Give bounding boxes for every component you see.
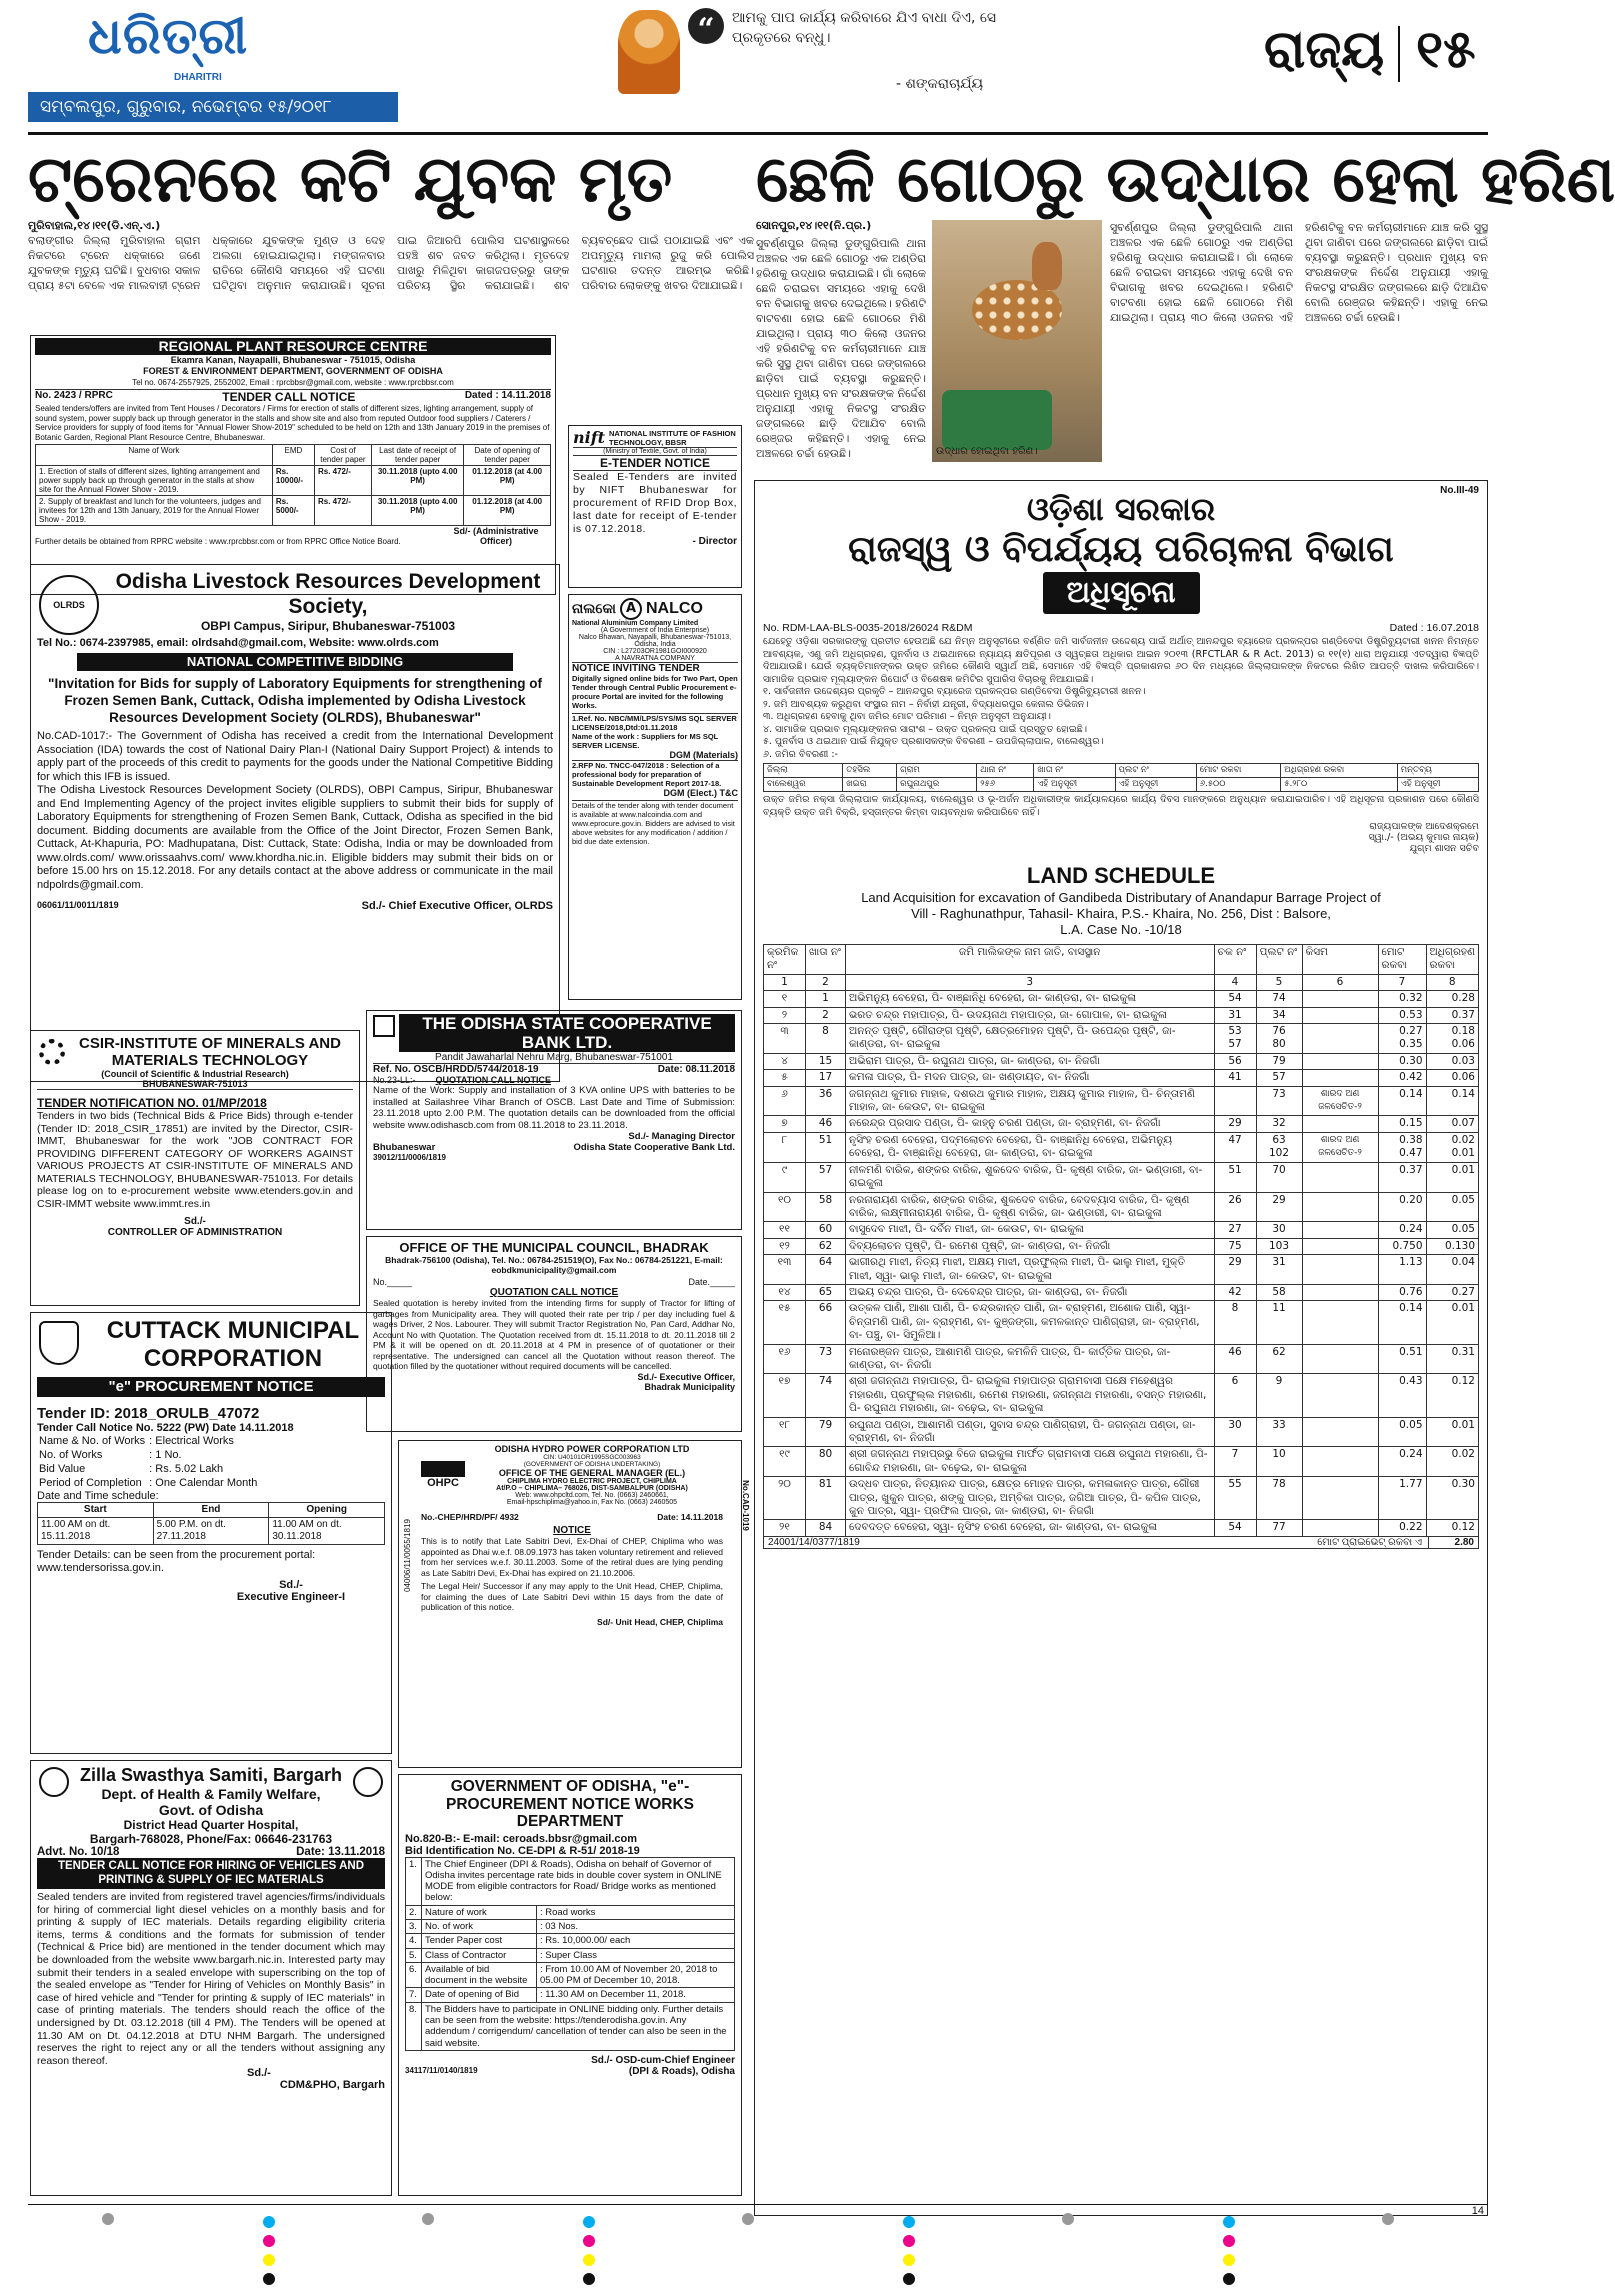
nalco-tender-1: 1.Ref. No. NBC/MM/LPS/SYS/MS SQL SERVER LICENSE/2018,Dtd:01.11.2018 [572,714,737,732]
zss-sign-2: CDM&PHO, Bargarh [279,2079,385,2092]
rprc-date: Dated : 14.11.2018 [464,390,551,401]
olrds-sign: Sd./- Chief Executive Officer, OLRDS [361,900,553,912]
table-row: ୫ 17 କମଳା ପାତ୍ର, ପି- ମଦନ ପାତ୍ର, ଜା- ଖଣ୍ଡାୟତ, ବା- ନିଜଗାଁ 41 57 0.42 0.06 [764,1070,1479,1086]
land-total: 2.80 [1428,1537,1478,1548]
cmc-call: Tender Call Notice No. 5222 (PW) Date 14.11.2018 [37,1422,294,1434]
csir-sub: (Council of Scientific & Industrial Research) [101,1069,289,1079]
oscb-ref: Ref. No. OSCB/HRDD/5744/2018-19 [373,1064,539,1075]
table-row: ୧୭ 74 ଶ୍ରୀ ଜଗନ୍ନାଥ ମହାପାତ୍ର, ପି- ରାଇକୁଳା ମହାପାତ୍ର ଗ୍ରାମବାସୀ ପକ୍ଷେ ମହେଶ୍ୱର ମହାରଣା, ପ୍ରଫୁଲ୍ଲ ମହାରଣା, ରମେଶ ମହାରଣା, ଜଗନ୍ନାଥ ମହାରଣା, ବସନ୍ତ ମହାରଣା, ପି- ରଘୁନାଥ ମହାରଣା, ଜା- ବଢ଼େଇ, ବା- ରାଇକୁଳା 6 9 0.43 0.12 [764,1374,1479,1417]
olrds-para-1: No.CAD-1017:- The Government of Odisha has received a credit from the International Development Association (IDA) towards the cost of National Dairy Plan-I (National Dairy Support Project) & intends to apply part of the proceeds of this credit to payments for the goods under the National Competitive Bidding for which this IFB is issued. [37,730,553,783]
table-row: ୧୬ 73 ମନୋରଞ୍ଜନ ପାତ୍ର, ଆଶାମଣି ପାତ୍ର, କମଳିନି ପାତ୍ର, ପି- କାର୍ତ୍ତିକ ପାତ୍ର, ଜା- କାଣ୍ଡରା, ବା- ନିଜଗାଁ 46 62 0.51 0.31 [764,1344,1479,1374]
bhadrak-body: Sealed quotation is hereby invited from the intending firms for supply of Tractor for lifting of garbages from Municipality area. They will quoted their rate per trip / per day including fuel & wages Driver, 2 Nos. Labourer. They will submit Tractor Registration No, Pan Card, Addhar No, Account No with Quotation. The Quotation received from dt. 15.11.2018 to dt. 20.11.2018 till 2 PM & it will be opened on dt. 20.11.2018 at 4 PM in presence of of quotationer or their representative. The undersigned can cancel all the Quotation without reason thereof. The quotation filled by the quotationer without required documents will be cancelled. [373,1298,735,1371]
quote-author: - ଶଙ୍କରାଚାର୍ଯ୍ୟ [896,76,984,92]
story-body: ବଲାଙ୍ଗୀର ଜିଲ୍ଲା ମୁରିବାହାଲ ଗ୍ରାମ ନିକଟରେ ଟ୍ରେନ ଧକ୍କାରେ ଜଣେ ଯୁବକଙ୍କ ମୃତ୍ୟୁ ଘଟିଛି। ବୁଧବାର ସକାଳ ପ୍ରାୟ ୫ଟା ବେଳେ ଏକ ମାଲବାହୀ ଟ୍ରେନ ଧକ୍କାରେ ଯୁବକଙ୍କ ମୁଣ୍ଡ ଓ ଦେହ ଅଲଗା ହୋଇଯାଇଥିଲା। ମଙ୍ଗଳବାର ରାତିରେ କୌଣସି ସମୟରେ ଏହି ଘଟଣା ଘଟିଥିବା ଅନୁମାନ କରାଯାଉଛି। ସୂଚନା ପାଇ ଜିଆରପି ପୋଲିସ ଘଟଣାସ୍ଥଳରେ ପହଞ୍ଚି ଶବ ଜବତ କରିଥିଲା। ମୃତଦେହ ପାଖରୁ ମିଳିଥିବା କାଗଜପତ୍ରରୁ ତାଙ୍କ ପରିଚୟ ସ୍ଥିର କରାଯାଇଛି। ଶବ ବ୍ୟବଚ୍ଛେଦ ପାଇଁ ପଠାଯାଇଛି ଏବଂ ଏକ ଅପମୃତ୍ୟୁ ମାମଲା ରୁଜୁ କରି ପୋଲିସ ଘଟଣାର ତଦନ୍ତ ଆରମ୍ଭ କରିଛି। ପରିବାର ଲୋକଙ୍କୁ ଖବର ଦିଆଯାଇଛି। [28,233,754,292]
ohpc-title: ODISHA HYDRO POWER CORPORATION LTD [494,1444,690,1454]
nift-logo: nift [573,428,605,447]
revenue-govt-heading: ଓଡ଼ିଶା ସରକାର [1026,490,1216,528]
section-name: ରାଜ୍ୟ [1264,20,1385,80]
land-schedule-title: LAND SCHEDULE [1026,863,1216,888]
table-row: ୧୮ 79 ରଘୁନାଥ ପଣ୍ଡା, ଆଶାମଣି ପଣ୍ଡା, ସୁବାସ ଚନ୍ଦ୍ର ପାଣିଗ୍ରାହୀ, ପି- ଜଗନ୍ନାଥ ପଣ୍ଡା, ଜା- ବ୍ରାହ୍ମଣ, ବା- ନିଜଗାଁ 30 33 0.05 0.01 [764,1417,1479,1447]
bhadrak-sign-1: Sd./- Executive Officer, [637,1371,735,1382]
table-row: 11.00 AM on dt. 15.11.2018 5.00 P.M. on dt. 27.11.2018 11.00 AM on dt. 30.11.2018 [38,1518,385,1545]
zss-address: Bargarh-768028, Phone/Fax: 06646-231763 [89,1832,333,1846]
table-row: ୨୦ 81 ଉଦ୍ଧବ ପାତ୍ର, ନିତ୍ୟାନନ୍ଦ ପାତ୍ର, କ୍ଷେତ୍ର ମୋହନ ପାତ୍ର, କମଳାକାନ୍ତ ପାତ୍ର, ଗୌରୀ ପାତ୍ର, ଖୁକୁନ ପାତ୍ର, ଶଙ୍କୁ ପାତ୍ର, ଅମ୍ବିକା ପାତ୍ର, ଜଗିଆ ପାତ୍ର, ପି- କପିଳ ପାତ୍ର, କୁନ ପାତ୍ର, ସ୍ୱା- ପ୍ରଫିଲ ପାତ୍ର, ଜା- କାଣ୍ଡରା, ବା- ନିଜଗାଁ 55 78 1.77 0.30 [764,1477,1479,1520]
quote-mark-icon: “ [688,8,724,44]
gow-sign-2: (DPI & Roads), Odisha [628,2065,735,2077]
table-row: 7. Date of opening of Bid : 11.30 AM on December 11, 2018. [406,1988,735,2002]
revenue-dept-heading: ରାଜସ୍ୱ ଓ ବିପର୍ଯ୍ୟୟ ପରିଚାଳନା ବିଭାଗ [848,529,1394,570]
csir-sign-2: CONTROLLER OF ADMINISTRATION [107,1227,283,1238]
ohpc-web: Web: www.ohpcltd.com, Tel. No. (0663) 2460661, [515,1492,669,1499]
revenue-date: Dated : 16.07.2018 [1389,622,1479,634]
table-row: ୧୪ 65 ଅଭୟ ଚନ୍ଦ୍ର ପାତ୍ର, ପି- ଦେବେନ୍ଦ୍ର ପାତ୍ର, ଜା- କାଣ୍ଡରା, ବା- ନିଜଗାଁ 42 58 0.76 0.27 [764,1284,1479,1300]
olrds-contact: Tel No.: 0674-2397985, email: olrdsahd@gmail.com, Website: www.olrds.com [37,637,439,649]
nalco-name: National Aluminium Company Limited [572,620,699,627]
gow-sign-1: Sd./- OSD-cum-Chief Engineer [591,2054,735,2066]
nalco-logo-odia: ନାଲକୋ [572,601,616,617]
csir-title: CSIR-INSTITUTE OF MINERALS AND MATERIALS TECHNOLOGY [79,1035,341,1069]
table-row: ୨ 2 ଭରତ ଚନ୍ଦ୍ର ମହାପାତ୍ର, ପି- ଉଦୟନାଥ ମହାପାତ୍ର, ଜା- ଗୋପାଳ, ବା- ରାଇକୁଳା 31 34 0.53 0.37 [764,1007,1479,1023]
zss-hospital: District Head Quarter Hospital, [123,1818,299,1832]
nalco-emblem-icon: A [620,598,642,620]
zss-emblem-icon [39,1767,69,1797]
table-row: ୬ 36 ଜଗନ୍ନାଥ କୁମାର ମାହାଳ, ଦଶରଥ କୁମାର ମାହାଳ, ଅକ୍ଷୟ କୁମାର ମାହାଳ, ପି- ଚିନ୍ତାମଣି ମାହାଳ, ଜା- କେଉଟ, ବା- ରାଇକୁଳା 73 ଶାରଦ ଅଣ ଜଳସେଚିତ-୨ 0.14 0.14 [764,1086,1479,1116]
oscb-sign-2: Odisha State Cooperative Bank Ltd. [573,1142,735,1153]
masthead [28,0,1488,140]
bhadrak-address: Bhadrak-756100 (Odisha), Tel. No.: 06784-251519(O), Fax No.: 06784-251221, E-mail: eobdkmunicipality@gmail.com [385,1255,723,1275]
table-row: ୧୧ 60 ବାସୁଦେବ ମାଝୀ, ପି- ଦର୍ବିନ ମାଝୀ, ଜା- କେଉଟ, ବା- ରାଇକୁଳା 27 30 0.24 0.05 [764,1222,1479,1238]
zss-gov: Govt. of Odisha [158,1802,264,1818]
list-item: ୬. ଜମିର ବିବରଣୀ :- [763,748,838,760]
zss-body: Sealed tenders are invited from registered travel agencies/firms/individuals for hiring of commercial light diesel vehicles on a monthly basis and for printing & supply of IEC materials. Details regarding eligibility criteria items, terms & conditions and the formats for submission of tender (Technical & Price bid) are mentioned in the tender document which may be downloaded from the website www.bargarh.nic.in. Interested party may submit their tenders in a sealed envelope with superscribing on the top of the sealed envelope as "Tender for Hiring of Vehicles on Monthly Basis" in case of hired vehicle and "Tender for printing & supply of IEC materials" in case of printing materials. The tenders should reach the office of the undersigned by Dt. 03.12.2018 (till 4 PM). The Tenders will be opened at 11.30 AM on Dt. 04.12.2018 at DTU NHM Bargarh. The undersigned reserves the right to reject any or all the tenders without assigning any reason thereof. [37,1891,385,2067]
oscb-date: Date: 08.11.2018 [657,1064,735,1075]
csir-notice-title: TENDER NOTIFICATION NO. 01/MP/2018 [37,1096,267,1110]
story-deer-rescue [756,220,1488,480]
dateline-band: ସମ୍ବଲପୁର, ଗୁରୁବାର, ନଭେମ୍ବର ୧୫/୨୦୧୮ [28,92,398,122]
zss-sign-1: Sd./- [247,2067,271,2080]
csir-city: BHUBANESWAR-751013 [37,1079,353,1090]
rprc-table: Name of Work EMD Cost of tender paper Last date of receipt of tender paper Date of opening of tender paper 1. Erection of stalls of different sizes, lighting arrangement and power supply back up through generator in the stalls at show site for the Annual Flower Show - 2019. Rs. 10000/- Rs. 472/- 30.11.2018 (upto 4.00 PM) 01.12.2018 (at 4.00 PM) 2. Supply of breakfast and lunch for the volunteers, judges and invitees for 12th and 13th January, 2019 for the Annual Flower Show - 2019. Rs. 5000/- Rs. 472/- 30.11.2018 (upto 4.00 PM) 01.12.2018 (at 4.00 PM) [35,444,551,526]
ohpc-address: At/P.O – CHIPLIMA– 768026, DIST-SAMBALPUR (ODISHA) [496,1485,688,1492]
bhadrak-title: OFFICE OF THE MUNICIPAL COUNCIL, BHADRAK [399,1240,709,1255]
rprc-sign: Sd/- (Administrative Officer) [453,526,539,546]
land-schedule-sub-2: Vill - Raghunathpur, Tahasil- Khaira, P.S.- Khaira, No. 256, Dist : Balsore, [911,906,1331,921]
zss-odisha-emblem-icon [353,1767,383,1797]
olrds-title: Odisha Livestock Resources Development Society, [115,570,541,618]
bhadrak-sign-2: Bhadrak Municipality [644,1381,735,1392]
nift-body: Sealed E-Tenders are invited by NIFT Bhubaneswar for procurement of RFID Drop Box, last date for receipt of E-tender is 07.12.2018. [573,471,737,535]
revenue-sign-2: ଯୁଗ୍ମ ଶାସନ ସଚିବ [1409,843,1479,854]
zss-bar: TENDER CALL NOTICE FOR HIRING OF VEHICLES AND PRINTING & SUPPLY OF IEC MATERIALS [37,1858,385,1889]
ad-olrds-bidding [30,564,560,1082]
table-row: ୨୧ 84 ଦେବଦତ୍ତ ବେହେରା, ସ୍ୱା- ନୃସିଂହ ଚରଣ ବେହେରା, ଜା- କାଣ୍ଡରା, ବା- ରାଇକୁଳା 54 77 0.22 0.12 [764,1520,1479,1536]
table-row: 1. The Chief Engineer (DPI & Roads), Odisha on behalf of Governor of Odisha invites percentage rate bids in double cover system in ONLINE MODE from eligible contractors for Road/ Bridge works as mentioned below: [406,1857,735,1905]
ohpc-cin: CIN: U40101OR1995SGC003963 [543,1454,641,1461]
bhadrak-notice-title: QUOTATION CALL NOTICE [489,1287,619,1298]
ohpc-para-1: This is to notify that Late Sabitri Devi, Ex-Dhai of CHEP, Chiplima who was appointed as Dhai w.e.f. 08.09.1973 has taken voluntary retirement and relieved from her services w.e.f. 30.11.2003. Some of the retiral dues are lying pending as Late Sabitri Devi, Ex-Dhai has expired on 21.10.2006. [421,1536,723,1578]
rprc-ref: No. 2423 / RPRC [35,390,113,401]
quote-line-2: ପ୍ରକୃତରେ ବନ୍ଧୁ। [732,30,831,46]
registration-marks [28,2213,1468,2225]
list-item: ୩. ଅଧିଗ୍ରହଣ ହେବାକୁ ଥିବା ଜମିର ମୋଟ ପରିମାଣ – ନିମ୍ନ ଅନୁସୂଚୀ ଅନୁଯାୟୀ। [763,711,1051,722]
nift-sign: - Director [692,536,737,547]
land-schedule-sub-1: Land Acquisition for excavation of Gandibeda Distributary of Anandapur Barrage Project of [861,890,1381,905]
table-row: ୯ 57 ନୀଳମଣି ବାରିକ, ଶଙ୍କର ବାରିକ, ଶୁକଦେବ ବାରିକ, ପି- କୃଷ୍ଣ ବାରିକ, ଜା- ଭଣ୍ଡାରୀ, ବା- ରାଇକୁଳା 51 70 0.37 0.01 [764,1162,1479,1192]
story-dateline: ମୁରିବାହାଲ,୧୪।୧୧(ଡି.ଏନ୍‌.ଏ.) [28,219,161,232]
ad-ohpc-notice [398,1440,751,1768]
rprc-dept: FOREST & ENVIRONMENT DEPARTMENT, GOVERNMENT OF ODISHA [143,366,443,376]
revenue-banner: ଅଧିସୂଚନା [1043,572,1200,614]
land-schedule-sub-3: L.A. Case No. -10/18 [1060,922,1182,937]
revenue-land-details: ଜିଲ୍ଲା ତହସିଲ ଗ୍ରାମ ଥାନା ନଂ ଖାତା ନଂ ପ୍ଲଟ ନଂ ମୋଟ ରକବା ଅଧିଗ୍ରହଣ ରକବା ମନ୍ତବ୍ୟ ବାଲେଶ୍ୱର ଖଇରା ରଘୁନାଥପୁର ୨୫୬ ଏହି ଅନୁସୂଚୀ ଏହି ଅନୁସୂଚୀ ୬.୫୦୦ ୫.୨୮୦ ଏହି ଅନୁସୂଚୀ [763,763,1479,792]
nalco-sub: (A Government of India Enterprise) [600,627,710,634]
cmc-title: CUTTACK MUNICIPAL CORPORATION [106,1317,360,1372]
nift-title: NATIONAL INSTITUTE OF FASHION TECHNOLOGY, BBSR [608,428,736,447]
ad-cuttack-municipal [30,1312,392,1754]
cmc-details: Name & No. of Works : Electrical Works No. of Works : 1 No. Bid Value : Rs. 5.02 Lakh Period of Completion : One Calendar Month [39,1435,258,1489]
headline-deer-rescue: ଛେଳି ଗୋଠରୁ ଉଦ୍ଧାର ହେଲା ହରିଣ [756,143,1615,217]
cmc-schedule: Start End Opening 11.00 AM on dt. 15.11.2018 5.00 P.M. on dt. 27.11.2018 11.00 AM on dt. 30.11.2018 [37,1502,385,1545]
olrds-para-2: The Odisha Livestock Resources Development Society (OLRDS), OBPI Campus, Siripur, Bhubaneswar and End Implementing Agency of the project invites eligible suppliers to submit their bids for supply of Laboratory Equipments for strengthening of Frozen Semen Bank, Cuttack, Odisha as specified in the bid document. Bidding documents are available from the Office of the Joint Director, Frozen Semen Bank, Cuttack, At-Khapuria, PO: Madhupatana, Dist: Cuttack, State: Odisha, India or may be downloaded from www.olrds.com/ www.orissaahvs.com/ www.khordha.nic.in. Eligible bidders may submit their bids on or before 15.00 hrs on 15.12.2018. For any details contact at the above address or communicate in the mail ndpolrds@gmail.com. [37,784,553,891]
revenue-order: ରାଜ୍ୟପାଳଙ୍କ ଆଦେଶକ୍ରମେ [1369,821,1479,832]
nalco-intro: Digitally signed online bids for Two Part, Open Tender through Central Public Procurement e-procure Portal are invited for the following Works. [572,674,738,710]
ad-rprc-tender [30,335,556,595]
page-footer [28,2204,1488,2230]
revenue-ref-top: No.III-49 [1440,485,1479,496]
nalco-address: Nalco Bhawan, Nayapalli, Bhubaneswar-751013, Odisha, India [578,634,732,648]
table-row: ୪ 15 ଅଭିରାମ ପାତ୍ର, ପି- ରଘୁନାଥ ପାତ୍ର, ଜା- କାଣ୍ଡରା, ବା- ନିଜଗାଁ 56 79 0.30 0.03 [764,1053,1479,1069]
headline-train-death: ଟ୍ରେନରେ କଟି ଯୁବକ ମୃତ [28,143,673,217]
ad-works-department [398,1774,742,2196]
nalco-tender-1-work: Name of the work : Suppliers for MS SQL SERVER LICENSE. [572,732,719,750]
table-row: ୮ 51 ନୃସିଂହ ଚରଣ ବେହେରା, ପଦ୍ମଲୋଚନ ବେହେରା, ପି- ବାଞ୍ଛାନିଧି ବେହେରା, ଅଭିମନ୍ୟୁ ବେହେରା, ପି- ବାଞ୍ଛାନିଧି ବେହେରା, ଜା- କାଣ୍ଡରା, ବା- ରାଇକୁଳା 47 63 102 ଶାରଦ ଅଣ ଜଳସେଚିତ-୨ 0.38 0.47 0.02 0.01 [764,1132,1479,1162]
zss-date: Date: 13.11.2018 [296,1846,385,1858]
ohpc-email: Email-hpschiplima@yahoo.in, Fax No. (0663) 2460505 [506,1499,678,1506]
table-row: 3. No. of work : 03 Nos. [406,1919,735,1933]
oscb-sign-1: Sd./- Managing Director [628,1131,735,1142]
newspaper-logo-sub: DHARITRI [174,72,222,83]
list-item: ୫. ପୁନର୍ବାସ ଓ ଥଇଥାନ ପାଇଁ ନିଯୁକ୍ତ ପ୍ରଶାସକଙ୍କ ବିବରଣୀ – ଉପଜିଲ୍ଲାପାଳ, ବାଲେଶ୍ୱର। [763,736,1104,747]
bhadrak-date: Date._____ [688,1277,735,1287]
gow-title: GOVERNMENT OF ODISHA, "e"-PROCUREMENT NOTICE WORKS DEPARTMENT [446,1778,694,1830]
nalco-tender-2: 2.RFP No. TNCC-047/2018 : Selection of a professional body for preparation of Sustainable Development Report 2017-18. [572,760,738,788]
ad-oscb-quotation [366,1010,742,1230]
cmc-sign-2: Executive Engineer-I [236,1591,346,1603]
ohpc-side-code: 04006/11/0055/1819 [402,1519,412,1592]
cmc-tender-id: Tender ID: 2018_ORULB_47072 [37,1405,260,1422]
ohpc-sign: Sd/- Unit Head, CHEP, Chiplima [597,1616,723,1627]
nalco-cin: CIN : L27203OR1981GOI000920 [603,648,707,655]
nift-sub: (Ministry of Textile, Govt. of India) [603,448,707,455]
quote-line-1: ଆମକୁ ପାପ କାର୍ଯ୍ୟ କରିବାରେ ଯିଏ ବାଧା ଦିଏ, ସେ [732,10,997,26]
revenue-no: No. RDM-LAA-BLS-0035-2018/26024 R&DM [763,622,973,634]
table-row: ୧୫ 66 ଉତ୍କଳ ପାଣି, ଆଶା ପାଣି, ପି- ଚନ୍ଦ୍ରକାନ୍ତ ପାଣି, ଜା- ବ୍ରାହ୍ମଣ, ଅଶୋକ ପାଣି, ସ୍ୱା- ଚିନ୍ତାମଣି ପାଣି, ଜା- ବ୍ରାହ୍ମଣ, ବା- କୁଞ୍ଜଙ୍ଗା, କମଳକାନ୍ତ ପାଣିଗ୍ରାହୀ, ଜା- ବ୍ରାହ୍ମଣ, ବା- ପଞ୍ଚୁ, ବା- ସିମୁଳିଆ। 8 11 0.14 0.01 [764,1301,1479,1344]
story-body: ସୁବର୍ଣ୍ଣପୁର ଜିଲ୍ଲା ଡୁଙ୍ଗୁରିପାଲି ଥାନା ଅଞ୍ଚଳର ଏକ ଛେଳି ଗୋଠରୁ ଏକ ଅଣ୍ଡିରା ହରିଣକୁ ଉଦ୍ଧାର କରାଯାଇଛି। ଗାଁ ଲୋକେ ଛେଳି ଚରାଇବା ସମୟରେ ଏହାକୁ ଦେଖି ବନ ବିଭାଗକୁ ଖବର ଦେଇଥିଲେ। ହରିଣଟି ବାଟବଣା ହୋଇ ଛେଳି ଗୋଠରେ ମିଶି ଯାଇଥିଲା। ପ୍ରାୟ ୩୦ କିଲୋ ଓଜନର ଏହି ହରିଣଟିକୁ ବନ କର୍ମଚାରୀମାନେ ଯାଞ୍ଚ କରି ସୁସ୍ଥ ଥିବା ଜାଣିବା ପରେ ଜଙ୍ଗଲରେ ଛାଡ଼ିବା ପାଇଁ ବ୍ୟବସ୍ଥା କରୁଛନ୍ତି। ପ୍ରଧାନ ମୁଖ୍ୟ ବନ ସଂରକ୍ଷକଙ୍କ ନିର୍ଦ୍ଦେଶ ଅନୁଯାୟୀ ଏହାକୁ ନିକଟସ୍ଥ ସଂରକ୍ଷିତ ଜଙ୍ଗଲରେ ଛାଡ଼ି ଦିଆଯିବ ବୋଲି ରେଞ୍ଜର କହିଛନ୍ତି। ଏହାକୁ ନେଇ ଅଞ୍ଚଳରେ ଚର୍ଚ୍ଚା ହେଉଛି। [756,237,926,460]
table-row: ୧୩ 64 ଭାଗୀରଥି ମାଝୀ, ନିତ୍ୟ ମାଝୀ, ଅକ୍ଷୟ ମାଝୀ, ପ୍ରଫୁଲ୍ଲ ମାଝୀ, ପି- ଭାଲୁ ମାଝୀ, ମୁକ୍ତି ମାଝୀ, ସ୍ୱା- ଭାଲୁ ମାଝୀ, ଜା- କେଉଟ, ବା- ରାଇକୁଳା 29 31 1.13 0.04 [764,1255,1479,1285]
gow-email: No.820-B:- E-mail: ceroads.bbsr@gmail.com [405,1832,638,1845]
table-row: ୧ 1 ଅଭିମନ୍ୟୁ ବେହେରା, ପି- ବାଞ୍ଛାନିଧି ବେହେରା, ଜା- କାଣ୍ଡରା, ବା- ରାଇକୁଳା 54 74 0.32 0.28 [764,991,1479,1007]
zss-dept: Dept. of Health & Family Welfare, [101,1786,321,1802]
oscb-title: THE ODISHA STATE COOPERATIVE BANK LTD. [399,1014,735,1052]
olrds-bidding-bar: NATIONAL COMPETITIVE BIDDING [77,653,513,671]
sage-portrait [618,10,680,94]
oscb-address: Pandit Jawaharlal Nehru Marg, Bhubaneswar-751001 [435,1052,673,1063]
ohpc-logo: OHPC [421,1461,465,1501]
table-row: ୧୦ 58 ନରନାରାୟଣ ବାରିକ, ଶଙ୍କର ବାରିକ, ଶୁକଦେବ ବାରିକ, ବେଦବ୍ୟାସ ବାରିକ, ପି- କୃଷ୍ଣ ବାରିକ, ଲକ୍ଷ୍ମୀନାରାୟଣ ବାରିକ, ପି- କୃଷ୍ଣ ବାରିକ, ଜା- ଭଣ୍ଡାରୀ, ବା- ରାଇକୁଳା 26 29 0.20 0.05 [764,1192,1479,1222]
table-row: ୧୯ 80 ଶ୍ରୀ ଜଗନ୍ନାଥ ମହାପ୍ରଭୁ ବିଜେ ରାଇକୁଳା ମାର୍ଫତ ଗ୍ରାମବାସୀ ପକ୍ଷେ ରଘୁନାଥ ମହାରଣା, ପି- ଗୋବିନ୍ଦ ମହାରଣା, ଜା- ବଢ଼େଇ, ବା- ରାଇକୁଳା 7 10 0.24 0.02 [764,1447,1479,1477]
ohpc-gov: (GOVERNMENT OF ODISHA UNDERTAKING) [523,1461,661,1468]
oscb-notice-title: QUOTATION CALL NOTICE [435,1075,552,1085]
rprc-address: Ekamra Kanan, Nayapalli, Bhubaneswar - 751015, Odisha [170,355,416,365]
gow-table [405,1857,735,2051]
ohpc-notice-title: NOTICE [553,1525,591,1536]
ohpc-no: No.-CHEP/HRD/PF/ 4932 [421,1512,519,1522]
table-row: ୭ 46 ନରେନ୍ଦ୍ର ପ୍ରସାଦ ପଣ୍ଡା, ପି- କାହ୍ନୁ ଚରଣ ପଣ୍ଡା, ଜା- ବ୍ରାହ୍ମଣ, ବା- ନିଜଗାଁ 29 32 0.15 0.07 [764,1116,1479,1132]
ohpc-date: Date: 14.11.2018 [657,1512,723,1522]
nalco-brand: NALCO [646,600,703,617]
table-row: 2. Nature of work : Road works [406,1905,735,1919]
ad-revenue-notification [754,480,1488,2216]
table-row: ୧୨ 62 ଦିବ୍ୟଲୋଚନ ପୃଷ୍ଟି, ପି- ରମେଶ ପୃଷ୍ଟି, ଜା- କାଣ୍ଡରା, ବା- ନିଜଗାଁ 75 103 0.750 0.130 [764,1238,1479,1254]
oscb-logo-icon [373,1015,395,1037]
table-row: 8. The Bidders have to participate in ONLINE bidding only. Further details can be seen from the website: https://tenderodisha.gov.in. Any addendum / corrigendum/ cancellation of tender can also be seen in the said website. [406,2002,735,2050]
oscb-no: No.23-LL:- [373,1075,416,1085]
ohpc-cad: No.CAD-1019 [741,1480,751,1531]
cmc-schedule-label: Date and Time schedule: [37,1490,159,1502]
olrds-headline: "Invitation for Bids for supply of Laboratory Equipments for strengthening of Frozen Semen Bank, Cuttack, Odisha implemented by Odisha Livestock Resources Development Society (OLRDS), Bhubaneswar" [48,676,542,725]
nalco-tagline: A NAVRATNA COMPANY [572,655,738,663]
table-row: ୩ 8 ଅନନ୍ତ ପୃଷ୍ଟି, ଗୌରାଙ୍ଗ ପୃଷ୍ଟି, କ୍ଷେତ୍ରମୋହନ ପୃଷ୍ଟି, ପି- ଉପେନ୍ଦ୍ର ପୃଷ୍ଟି, ଜା- କାଣ୍ଡରା, ବା- ରାଇକୁଳା 53 57 76 80 0.27 0.35 0.18 0.06 [764,1024,1479,1054]
revenue-paragraph: ଯେହେତୁ ଓଡ଼ିଶା ସରକାରଙ୍କୁ ପ୍ରତୀତ ହେଉଅଛି ଯେ ନିମ୍ନ ଅନୁସୂଚୀରେ ବର୍ଣ୍ଣିତ ଜମି ସାର୍ବଜନୀନ ଉଦ୍ଦେଶ୍ୟ ପାଇଁ ଅର୍ଥାତ୍ ଆନନ୍ଦପୁର ବ୍ୟାରେଜ ପ୍ରକଳ୍ପର ଗଣ୍ଡିବେଦା ଡିଷ୍ଟ୍ରିବ୍ୟୁଟାରୀ ଖନନ ନିମନ୍ତେ ଆବଶ୍ୟକ, ଏଣୁ ଜମି ଅଧିଗ୍ରହଣ, ପୁନର୍ବାସ ଓ ଥଇଥାନରେ ନ୍ୟାଯ୍ୟ କ୍ଷତିପୂରଣ ଓ ସ୍ୱଚ୍ଛତା ଅଧିକାର ଆଇନ ୨୦୧୩ (RFCTLAR & R Act. 2013) ର ୧୧(୧) ଧାରା ଅନୁଯାୟୀ ଏତଦ୍ୱାରା ବିଜ୍ଞପ୍ତି ଦିଆଯାଉଛି। ଯେଉଁ ବ୍ୟକ୍ତିମାନଙ୍କର ଉକ୍ତ ଜମିରେ କୌଣସି ସ୍ୱାର୍ଥ ଅଛି, ସେମାନେ ଏହି ବିଜ୍ଞପ୍ତି ପ୍ରକାଶନର ୬୦ ଦିନ ମଧ୍ୟରେ ଜିଲ୍ଲାପାଳଙ୍କ ନିକଟରେ ଲିଖିତ ଆପତ୍ତି ଦାଖଲ କରିପାରିବେ। ସାମାଜିକ ପ୍ରଭାବ ମୂଲ୍ୟାଙ୍କନ ରିପୋର୍ଟ ଓ ବିଶେଷଜ୍ଞ କମିଟିର ସୁପାରିସ ବିଚାରକୁ ନିଆଯାଇଛି। [763,636,1479,685]
cmc-bar: "e" PROCUREMENT NOTICE [37,1377,385,1397]
csir-sign-1: Sd./- [184,1216,206,1227]
revenue-after: ଉକ୍ତ ଜମିର ନକ୍ସା ଜିଲ୍ଲାପାଳ କାର୍ଯ୍ୟାଳୟ, ବାଲେଶ୍ୱର ଓ ଭୂ-ଅର୍ଜନ ଅଧିକାରୀଙ୍କ କାର୍ଯ୍ୟାଳୟରେ କାର୍ଯ୍ୟ ଦିବସ ମାନଙ୍କରେ ଅନୁଧ୍ୟାନ କରାଯାଇପାରିବ। ଏହି ଅଧିସୂଚନା ପ୍ରକାଶନ ପରେ କୌଣସି ବ୍ୟକ୍ତି ଉକ୍ତ ଜମି ବିକ୍ରି, ହସ୍ତାନ୍ତର କିମ୍ବା ଦାୟବନ୍ଧକ କରିପାରିବେ ନାହିଁ। [763,794,1479,818]
cmc-footer: Tender Details: can be seen from the procurement portal: www.tendersorissa.gov.in. [37,1549,316,1574]
csir-body: Tenders in two bids (Technical Bids & Price Bids) through e-tender (Tender ID: 2018_CSIR_17851) are invited by the Director, CSIR-IMMT, Bhubaneswar for the work "JOB CONTRACT FOR PROVIDING DIFFERENT CATEGORY OF WORKERS AGAINST VARIOUS PROJECTS AT CSIR-INSTITUTE OF MINERALS AND MATERIALS TECHNOLOGY, BHUBANESWAR-751013. For details please log on to e-procurement website www.etenders.gov.in and CSIR-IMMT website www.immt.res.in [37,1110,353,1210]
ad-bhadrak-municipal [366,1236,742,1432]
table-row: ବାଲେଶ୍ୱର ଖଇରା ରଘୁନାଥପୁର ୨୫୬ ଏହି ଅନୁସୂଚୀ ଏହି ଅନୁସୂଚୀ ୬.୫୦୦ ୫.୨୮୦ ଏହି ଅନୁସୂଚୀ [764,778,1479,792]
olrds-logo: OLRDS [39,575,99,635]
table-row: 4. Tender Paper cost : Rs. 10,000.00/ each [406,1934,735,1948]
nalco-notice-title: NOTICE INVITING TENDER [572,663,700,674]
page-number-odia: ୧୫ [1416,20,1476,80]
cmc-emblem-icon [39,1321,79,1365]
ad-nalco-tender [568,594,742,1000]
table-row: 5. Class of Contractor : Super Class [406,1948,735,1962]
revenue-sign: ସ୍ୱା./- (ଅଭୟ କୁମାର ନାୟକ) [1368,832,1479,843]
deer-photo [932,220,1102,462]
oscb-place: Bhubaneswar [373,1142,436,1153]
oscb-body: Name of the Work: Supply and installation of 3 KVA online UPS with batteries to be installed at Sailashree Vihar Branch of OSCB. Last Date and Time of Submission: 23.11.2018 upto 2.00 P.M. The quotation details can be downloaded from the official website www.odishascb.com from 08.11.2018 to 23.11.2018. [373,1085,735,1131]
nalco-footer: Details of the tender along with tender document is available at www.nalcoindia.com and www.eprocure.gov.in. Bidders are advised to visit above websites for any modification / addition / bid due date extension. [572,800,738,846]
page-number: 14 [1471,2205,1484,2217]
table-row: 1. Erection of stalls of different sizes, lighting arrangement and power supply back up through generator in the stalls at show site for the Annual Flower Show - 2019. Rs. 10000/- Rs. 472/- 30.11.2018 (upto 4.00 PM) 01.12.2018 (at 4.00 PM) [36,466,551,496]
rprc-contact: Tel no. 0674-2557925, 2552002, Email : rprcbbsr@gmail.com, website : www.rprcbbsr.com [132,378,454,387]
ad-zss-bargarh [30,1760,392,2196]
list-item: ୧. ସାର୍ବଜନୀନ ଉଦ୍ଦେଶ୍ୟର ପ୍ରକୃତି – ଆନନ୍ଦପୁର ବ୍ୟାରେଜ ପ୍ରକଳ୍ପର ଗଣ୍ଡିବେଦା ଡିଷ୍ଟ୍ରିବ୍ୟୁଟାରୀ ଖନନ। [763,686,1146,697]
table-row: 6. Available of bid document in the website : From 10.00 AM of November 20, 2018 to 05.00 PM of December 10, 2018. [406,1962,735,1988]
olrds-ref: 06061/11/0011/1819 [37,900,119,910]
list-item: ୪. ସାମାଜିକ ପ୍ରଭାବ ମୂଲ୍ୟାଙ୍କନର ସାରାଂଶ – ଉକ୍ତ ପ୍ରକଳ୍ପ ପାଇଁ ପ୍ରସ୍ତୁତ ହୋଇଛି। [763,723,1088,735]
rprc-notice-title: TENDER CALL NOTICE [222,390,356,404]
ohpc-project: CHIPLIMA HYDRO ELECTRIC PROJECT, CHIPLIMA [507,1478,677,1485]
ohpc-office: OFFICE OF THE GENERAL MANAGER (EL.) [498,1468,686,1478]
land-code: 24001/14/0377/1819 [768,1536,860,1548]
rprc-title: REGIONAL PLANT RESOURCE CENTRE [35,338,551,355]
gow-bid-id: Bid Identification No. CE-DPI & R-51/ 2018-19 [405,1844,640,1857]
story-body-cont: ସୁବର୍ଣ୍ଣପୁର ଜିଲ୍ଲା ଡୁଙ୍ଗୁରିପାଲି ଥାନା ଅଞ୍ଚଳର ଏକ ଛେଳି ଗୋଠରୁ ଏକ ଅଣ୍ଡିରା ହରିଣକୁ ଉଦ୍ଧାର କରାଯାଇଛି। ଗାଁ ଲୋକେ ଛେଳି ଚରାଇବା ସମୟରେ ଏହାକୁ ଦେଖି ବନ ବିଭାଗକୁ ଖବର ଦେଇଥିଲେ। ହରିଣଟି ବାଟବଣା ହୋଇ ଛେଳି ଗୋଠରେ ମିଶି ଯାଇଥିଲା। ପ୍ରାୟ ୩୦ କିଲୋ ଓଜନର ଏହି ହରିଣଟିକୁ ବନ କର୍ମଚାରୀମାନେ ଯାଞ୍ଚ କରି ସୁସ୍ଥ ଥିବା ଜାଣିବା ପରେ ଜଙ୍ଗଲରେ ଛାଡ଼ିବା ପାଇଁ ବ୍ୟବସ୍ଥା କରୁଛନ୍ତି। ପ୍ରଧାନ ମୁଖ୍ୟ ବନ ସଂରକ୍ଷକଙ୍କ ନିର୍ଦ୍ଦେଶ ଅନୁଯାୟୀ ଏହାକୁ ନିକଟସ୍ଥ ସଂରକ୍ଷିତ ଜଙ୍ଗଲରେ ଛାଡ଼ି ଦିଆଯିବ ବୋଲି ରେଞ୍ଜର କହିଛନ୍ତି। ଏହାକୁ ନେଇ ଅଞ୍ଚଳରେ ଚର୍ଚ୍ଚା ହେଉଛି। [1110,221,1488,324]
nalco-tender-2-sign: DGM (Elect.) T&C [663,788,738,798]
land-schedule-table: କ୍ରମିକ ନଂ ଖାତା ନଂ ଜମି ମାଲିକଙ୍କ ନାମ ଜାତି, ବାସସ୍ଥାନ ଚକ ନଂ ପ୍ଲଟ ନଂ କିସମ ମୋଟ ରକବା ଅଧିଗ୍ରହଣ ରକବା 1 2 3 4 5 6 7 8 ୧ 1 ଅଭିମନ୍ୟୁ ବେହେରା, ପି- ବାଞ୍ଛାନିଧି ବେହେରା, ଜା- କାଣ୍ଡରା, ବା- ରାଇକୁଳା 54 74 0.32 0.28 ୨ 2 ଭରତ ଚନ୍ଦ୍ର ମହାପାତ୍ର, ପି- ଉଦୟନାଥ ମହାପାତ୍ର, ଜା- ଗୋପାଳ, ବା- ରାଇକୁଳା 31 34 0.53 0.37 ୩ 8 ଅନନ୍ତ ପୃଷ୍ଟି, ଗୌରାଙ୍ଗ ପୃଷ୍ଟି, କ୍ଷେତ୍ରମୋହନ ପୃଷ୍ଟି, ପି- ଉପେନ୍ଦ୍ର ପୃଷ୍ଟି, ଜା- କାଣ୍ଡରା, ବା- ରାଇକୁଳା 53 57 76 80 0.27 0.35 0.18 0.06 ୪ 15 ଅଭିରାମ ପାତ୍ର, ପି- ରଘୁନାଥ ପାତ୍ର, ଜା- କାଣ୍ଡରା, ବା- ନିଜଗାଁ 56 79 0.30 0.03 ୫ 17 କମଳା ପାତ୍ର, ପି- ମଦନ ପାତ୍ର, ଜା- ଖଣ୍ଡାୟତ, ବା- ନିଜଗାଁ 41 57 0.42 0.06 ୬ 36 ଜଗନ୍ନାଥ କୁମାର ମାହାଳ, ଦଶରଥ କୁମାର ମାହାଳ, ଅକ୍ଷୟ କୁମାର ମାହାଳ, ପି- ଚିନ୍ତାମଣି ମାହାଳ, ଜା- କେଉଟ, ବା- ରାଇକୁଳା 73 ଶାରଦ ଅଣ ଜଳସେଚିତ-୨ 0.14 0.14 ୭ 46 ନରେନ୍ଦ୍ର ପ୍ରସାଦ ପଣ୍ଡା, ପି- କାହ୍ନୁ ଚରଣ ପଣ୍ଡା, ଜା- ବ୍ରାହ୍ମଣ, ବା- ନିଜଗାଁ 29 32 0.15 0.07 ୮ 51 ନୃସିଂହ ଚରଣ ବେହେରା, ପଦ୍ମଲୋଚନ ବେହେରା, ପି- ବାଞ୍ଛାନିଧି ବେହେରା, ଅଭିମନ୍ୟୁ ବେହେରା, ପି- ବାଞ୍ଛାନିଧି ବେହେରା, ଜା- କାଣ୍ଡରା, ବା- ରାଇକୁଳା 47 63 102 ଶାରଦ ଅଣ ଜଳସେଚିତ-୨ 0.38 0.47 0.02 0.01 ୯ 57 ନୀଳମଣି ବାରିକ, ଶଙ୍କର ବାରିକ, ଶୁକଦେବ ବାରିକ, ପି- କୃଷ୍ଣ ବାରିକ, ଜା- ଭଣ୍ଡାରୀ, ବା- ରାଇକୁଳା 51 70 0.37 0.01 ୧୦ 58 ନରନାରାୟଣ ବାରିକ, ଶଙ୍କର ବାରିକ, ଶୁକଦେବ ବାରିକ, ବେଦବ୍ୟାସ ବାରିକ, ପି- କୃଷ୍ଣ ବାରିକ, ଲକ୍ଷ୍ମୀନାରାୟଣ ବାରିକ, ପି- କୃଷ୍ଣ ବାରିକ, ଜା- ଭଣ୍ଡାରୀ, ବା- ରାଇକୁଳା 26 29 0.20 0.05 ୧୧ 60 ବାସୁଦେବ ମାଝୀ, ପି- ଦର୍ବିନ ମାଝୀ, ଜା- କେଉଟ, ବା- ରାଇକୁଳା 27 30 0.24 0.05 ୧୨ 62 ଦିବ୍ୟଲୋଚନ ପୃଷ୍ଟି, ପି- ରମେଶ ପୃଷ୍ଟି, ଜା- କାଣ୍ଡରା, ବା- ନିଜଗାଁ 75 103 0.750 0.130 ୧୩ 64 ଭାଗୀରଥି ମାଝୀ, ନିତ୍ୟ ମାଝୀ, ଅକ୍ଷୟ ମାଝୀ, ପ୍ରଫୁଲ୍ଲ ମାଝୀ, ପି- ଭାଲୁ ମାଝୀ, ମୁକ୍ତି ମାଝୀ, ସ୍ୱା- ଭାଲୁ ମାଝୀ, ଜା- କେଉଟ, ବା- ରାଇକୁଳା 29 31 1.13 0.04 ୧୪ 65 ଅଭୟ ଚନ୍ଦ୍ର ପାତ୍ର, ପି- ଦେବେନ୍ଦ୍ର ପାତ୍ର, ଜା- କାଣ୍ଡରା, ବା- ନିଜଗାଁ 42 58 0.76 0.27 ୧୫ 66 ଉତ୍କଳ ପାଣି, ଆଶା ପାଣି, ପି- ଚନ୍ଦ୍ରକାନ୍ତ ପାଣି, ଜା- ବ୍ରାହ୍ମଣ, ଅଶୋକ ପାଣି, ସ୍ୱା- ଚିନ୍ତାମଣି ପାଣି, ଜା- ବ୍ରାହ୍ମଣ, ବା- କୁଞ୍ଜଙ୍ଗା, କମଳକାନ୍ତ ପାଣିଗ୍ରାହୀ, ଜା- ବ୍ରାହ୍ମଣ, ବା- ପଞ୍ଚୁ, ବା- ସିମୁଳିଆ। 8 11 0.14 0.01 ୧୬ 73 ମନୋରଞ୍ଜନ ପାତ୍ର, ଆଶାମଣି ପାତ୍ର, କମଳିନି ପାତ୍ର, ପି- କାର୍ତ୍ତିକ ପାତ୍ର, ଜା- କାଣ୍ଡରା, ବା- ନିଜଗାଁ 46 62 0.51 0.31 ୧୭ 74 ଶ୍ରୀ ଜଗନ୍ନାଥ ମହାପାତ୍ର, ପି- ରାଇକୁଳା ମହାପାତ୍ର ଗ୍ରାମବାସୀ ପକ୍ଷେ ମହେଶ୍ୱର ମହାରଣା, ପ୍ରଫୁଲ୍ଲ ମହାରଣା, ରମେଶ ମହାରଣା, ଜଗନ୍ନାଥ ମହାରଣା, ବସନ୍ତ ମହାରଣା, ପି- ରଘୁନାଥ ମହାରଣା, ଜା- ବଢ଼େଇ, ବା- ରାଇକୁଳା 6 9 0.43 0.12 ୧୮ 79 ରଘୁନାଥ ପଣ୍ଡା, ଆଶାମଣି ପଣ୍ଡା, ସୁବାସ ଚନ୍ଦ୍ର ପାଣିଗ୍ରାହୀ, ପି- ଜଗନ୍ନାଥ ପଣ୍ଡା, ଜା- ବ୍ରାହ୍ମଣ, ବା- ନିଜଗାଁ 30 33 0.05 0.01 ୧୯ 80 ଶ୍ରୀ ଜଗନ୍ନାଥ ମହାପ୍ରଭୁ ବିଜେ ରାଇକୁଳା ମାର୍ଫତ ଗ୍ରାମବାସୀ ପକ୍ଷେ ରଘୁନାଥ ମହାରଣା, ପି- ଗୋବିନ୍ଦ ମହାରଣା, ଜା- ବଢ଼େଇ, ବା- ରାଇକୁଳା 7 10 0.24 0.02 ୨୦ 81 ଉଦ୍ଧବ ପାତ୍ର, ନିତ୍ୟାନନ୍ଦ ପାତ୍ର, କ୍ଷେତ୍ର ମୋହନ ପାତ୍ର, କମଳାକାନ୍ତ ପାତ୍ର, ଗୌରୀ ପାତ୍ର, ଖୁକୁନ ପାତ୍ର, ଶଙ୍କୁ ପାତ୍ର, ଅମ୍ବିକା ପାତ୍ର, ଜଗିଆ ପାତ୍ର, ପି- କପିଳ ପାତ୍ର, କୁନ ପାତ୍ର, ସ୍ୱା- ପ୍ରଫିଲ ପାତ୍ର, ଜା- କାଣ୍ଡରା, ବା- ନିଜଗାଁ 55 78 1.77 0.30 ୨୧ 84 ଦେବଦତ୍ତ ବେହେରା, ସ୍ୱା- ନୃସିଂହ ଚରଣ ବେହେରା, ଜା- କାଣ୍ଡରା, ବା- ରାଇକୁଳା 54 77 0.22 0.12 [763,944,1479,1537]
deer-photo-caption: ଉଦ୍ଧାର ହୋଇଥିବା ହରିଣ। [936,446,1038,457]
rprc-body: Sealed tenders/offers are invited from Tent Houses / Decorators / Firms for erection of stalls of different sizes, lighting arrangement, supply of sound system, power supply back up through generator in the stalls and show site and also from reputed Outdoor food suppliers / Caterers / Service providers for supply of food items for "Annual Flower Show-2019" scheduled to be held on 12th and 13th January 2019 in the premises of Botanic Garden, Regional Plant Resource Centre, Bhubaneswar. [35,404,550,442]
ad-csir-immt [30,1030,360,1306]
olrds-address: OBPI Campus, Siripur, Bhubaneswar-751003 [200,619,456,633]
ohpc-para-2: The Legal Heir/ Successor if any may apply to the Unit Head, CHEP, Chiplima, for claiming the dues of Late Sabitri Devi within 15 days from the date of publication of this notice. [421,1581,723,1612]
gow-code: 34117/11/0140/1819 [405,2065,478,2075]
nalco-tender-1-sign: DGM (Materials) [669,750,738,760]
zss-title: Zilla Swasthya Samiti, Bargarh [79,1765,343,1785]
rprc-footer: Further details be obtained from RPRC website : www.rprcbbsr.com or from RPRC Office Notice Board. [35,537,401,546]
revenue-items [763,686,1479,761]
oscb-code: 39012/11/0006/1819 [373,1153,446,1162]
bhadrak-no: No._____ [373,1277,413,1287]
list-item: ୨. ଜମି ଆବଶ୍ୟକ କରୁଥିବା ସଂସ୍ଥାର ନାମ – ନିର୍ବାହୀ ଯନ୍ତ୍ରୀ, ବିଦ୍ୟାଧରପୁର କେନାଲ ଡିଭିଜନ। [763,698,1089,710]
table-row: 2. Supply of breakfast and lunch for the volunteers, judges and invitees for 12th and 13th January, 2019 for the Annual Flower Show - 2019. Rs. 5000/- Rs. 472/- 30.11.2018 (upto 4.00 PM) 01.12.2018 (at 4.00 PM) [36,496,551,526]
masthead-rule [28,132,1488,135]
cmc-sign-1: Sd./- [279,1579,303,1591]
ad-nift-etender [568,425,742,588]
newspaper-logo: ଧରିତ୍ରୀ [88,6,249,65]
csir-gear-icon [39,1039,65,1065]
section-divider [1398,26,1400,82]
zss-adv: Advt. No. 10/18 [37,1846,120,1858]
nift-notice-title: E-TENDER NOTICE [573,455,737,471]
land-total-label: ମୋଟ ପ୍ରାଇଭେଟ୍ ରକବା ଏ [1317,1536,1422,1548]
story-dateline: ସୋନପୁର,୧୪।୧୧(ନି.ପ୍ର.) [756,219,872,232]
